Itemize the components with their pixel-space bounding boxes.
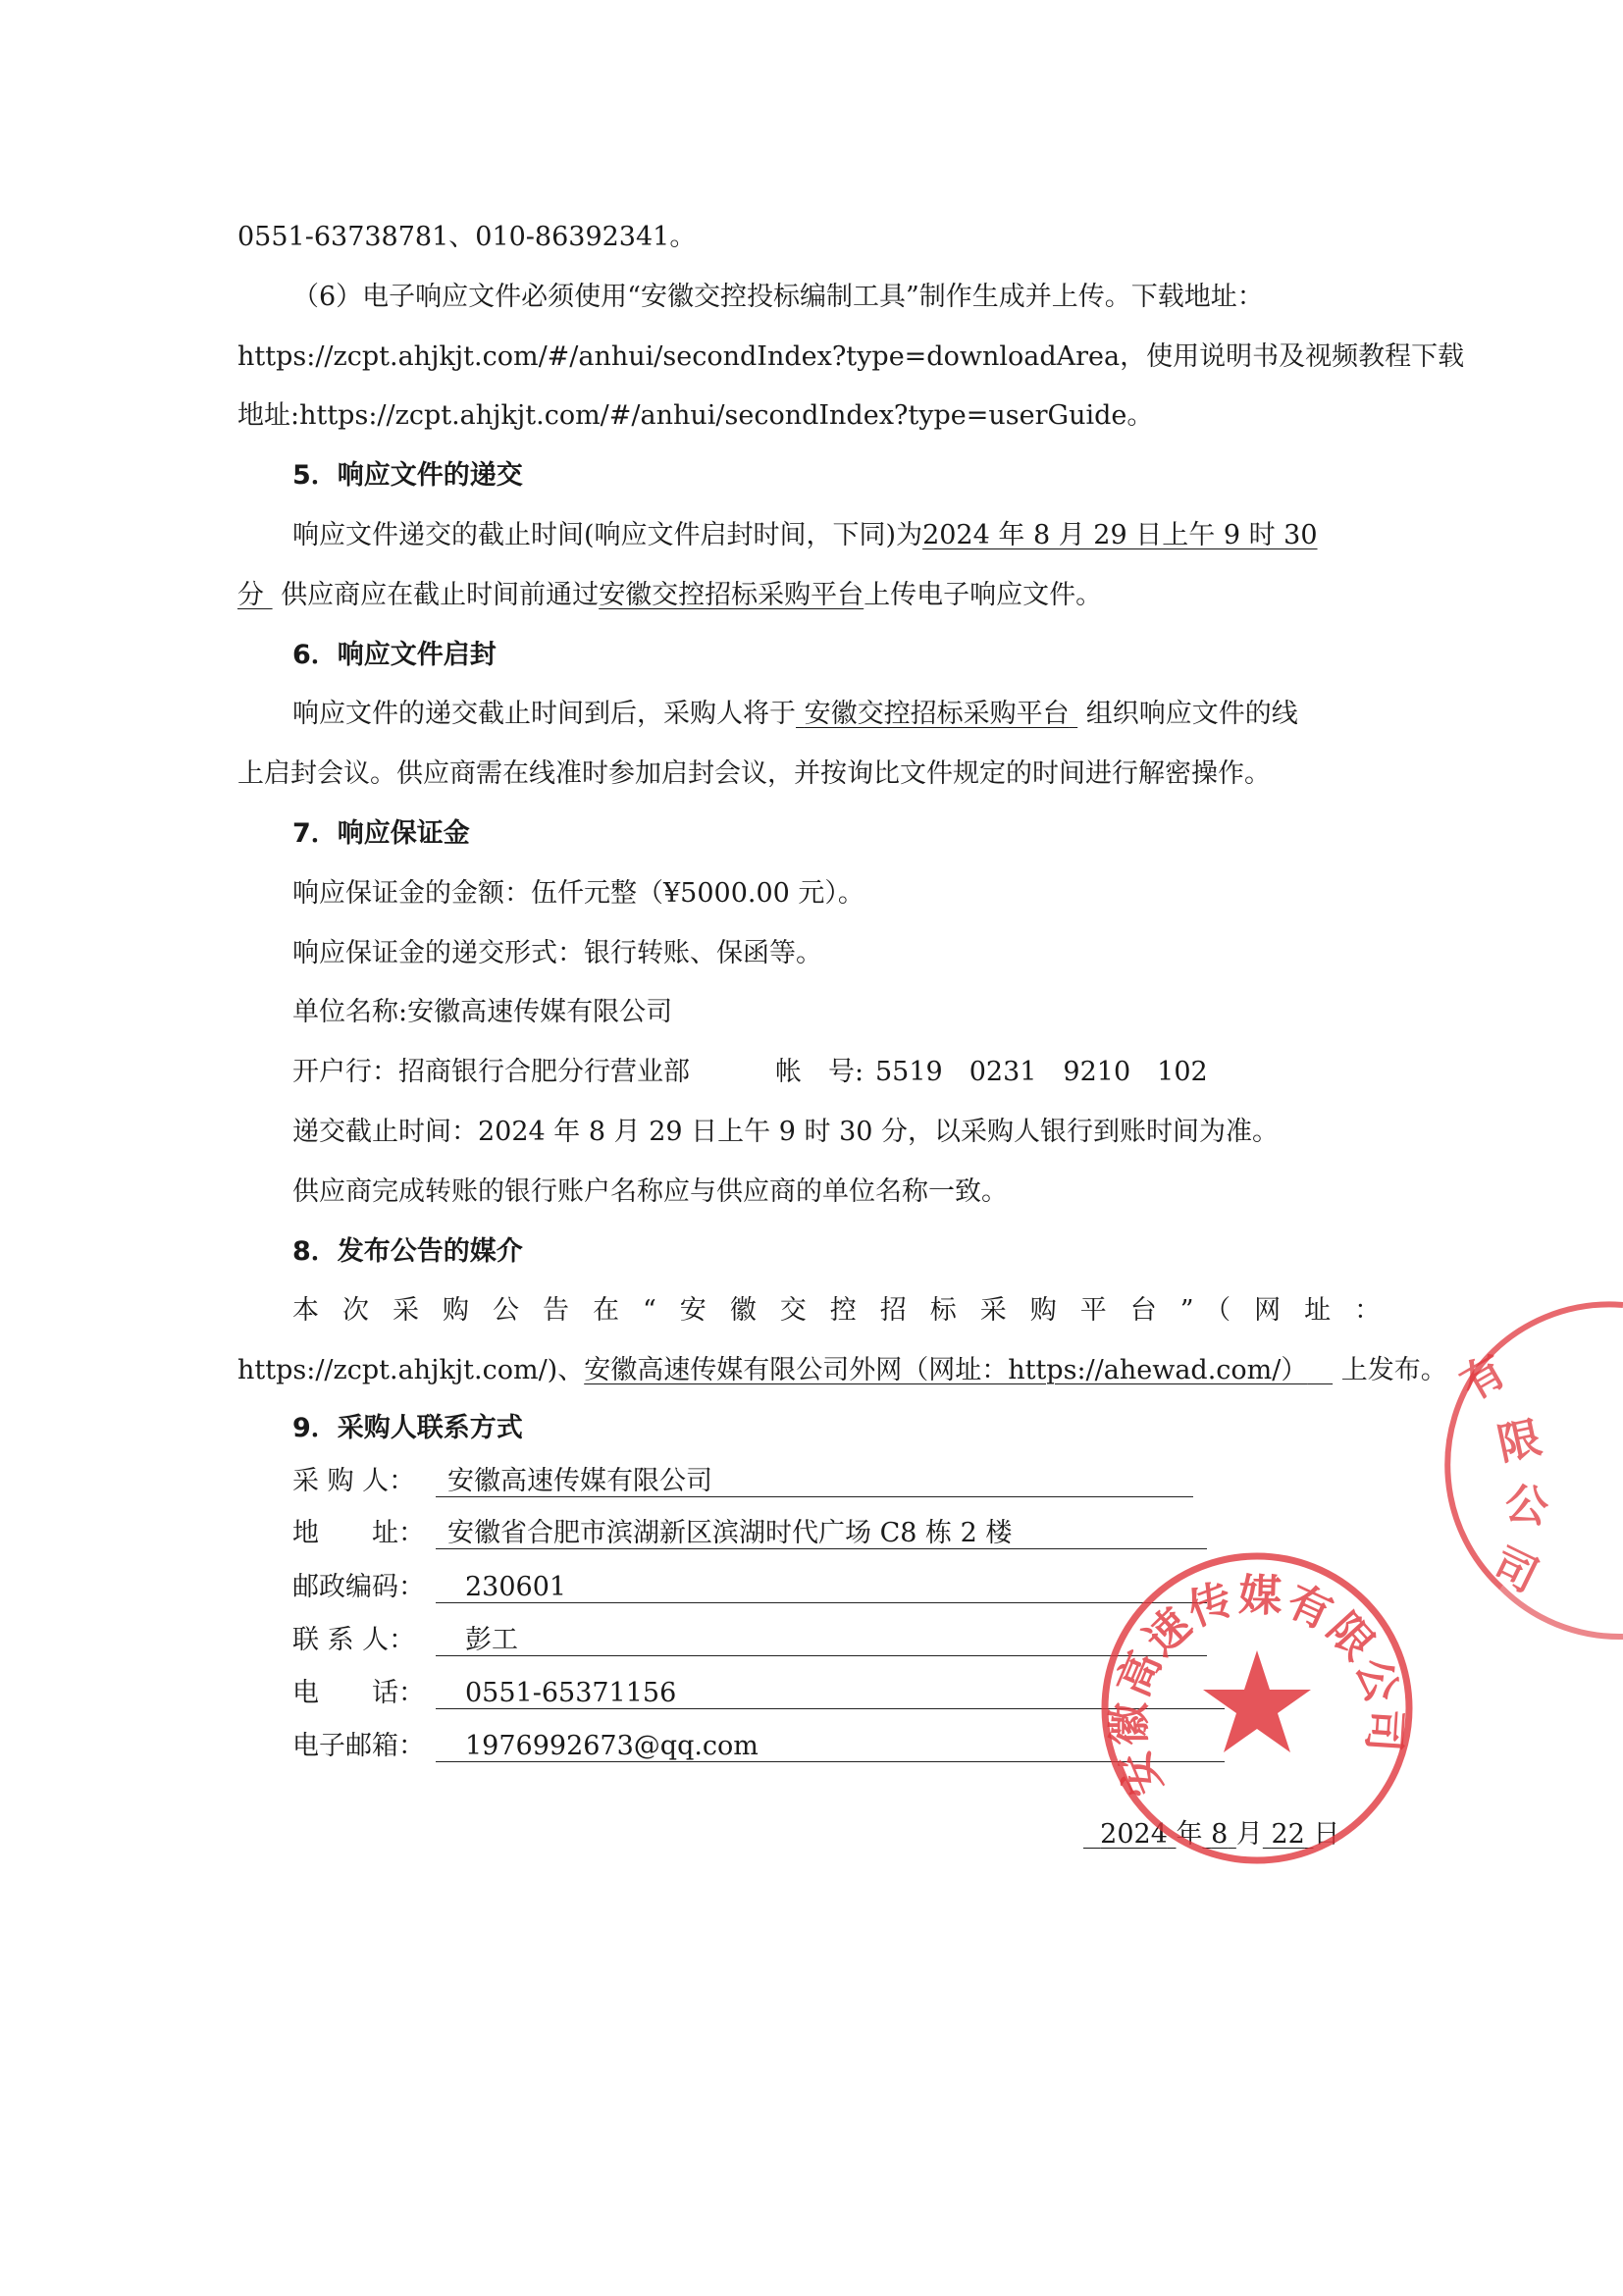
- account-number: 5519 0231 9210 102: [875, 1057, 1208, 1087]
- email-value: 1976992673@qq.com: [465, 1731, 759, 1761]
- contact-person-row: 联 系 人： 彭工: [292, 1621, 422, 1660]
- svg-text:安徽高速传媒有限公司: 安徽高速传媒有限公司: [1104, 1570, 1411, 1803]
- deposit-amount: 响应保证金的金额：伍仟元整（¥5000.00 元）。: [292, 878, 864, 909]
- section-7-heading: 7．响应保证金: [292, 818, 470, 849]
- section-6-line1: 响应文件的递交截止时间到后，采购人将于 安徽交控招标采购平台 组织响应文件的线: [292, 699, 1298, 729]
- deadline-date: 2024 年 8 月 29 日上午 9 时 30: [922, 520, 1318, 550]
- section-6-line2: 上启封会议。供应商需在线准时参加启封会议，并按询比文件规定的时间进行解密操作。: [237, 758, 1271, 789]
- svg-text:有: 有: [1452, 1345, 1515, 1411]
- section-8-line2: https://zcpt.ahjkjt.com/)、安徽高速传媒有限公司外网（网址：https://ahewad.com/） 上发布。: [237, 1355, 1447, 1385]
- section-8-line1: 本次采购公告在“安徽交控招标采购平台”（网址：: [292, 1295, 1405, 1326]
- section-6-heading: 6．响应文件启封: [292, 640, 497, 670]
- section-5-line1: 响应文件递交的截止时间(响应文件启封时间，下同)为2024 年 8 月 29 日上午 9 时 30: [292, 520, 1318, 550]
- phone-row: 电 话： 0551-65371156: [292, 1674, 422, 1713]
- section-5-line2: 分 供应商应在截止时间前通过安徽交控招标采购平台上传电子响应文件。: [237, 580, 1103, 610]
- deposit-note: 供应商完成转账的银行账户名称应与供应商的单位名称一致。: [292, 1176, 1008, 1207]
- item-6-line2: https://zcpt.ahjkjt.com/#/anhui/secondIndex?type=downloadArea，使用说明书及视频教程下载: [237, 341, 1465, 372]
- address-value: 安徽省合肥市滨湖新区滨湖时代广场 C8 栋 2 楼: [447, 1518, 1013, 1548]
- deposit-deadline: 递交截止时间：2024 年 8 月 29 日上午 9 时 30 分，以采购人银行到账时间为准。: [292, 1117, 1280, 1147]
- postcode-value: 230601: [465, 1572, 567, 1602]
- contact-person-value: 彭工: [465, 1625, 518, 1655]
- svg-text:限: 限: [1492, 1412, 1546, 1471]
- section-9-heading: 9．采购人联系方式: [292, 1413, 523, 1443]
- bank-info: 开户行：招商银行合肥分行营业部 帐 号: 5519 0231 9210 102: [292, 1053, 690, 1092]
- address-row: 地 址： 安徽省合肥市滨湖新区滨湖时代广场 C8 栋 2 楼: [292, 1514, 422, 1553]
- partial-company-seal: [1442, 1293, 1623, 1646]
- purchaser-row: 采 购 人： 安徽高速传媒有限公司: [292, 1462, 422, 1501]
- section-8-heading: 8．发布公告的媒介: [292, 1236, 523, 1267]
- purchaser-value: 安徽高速传媒有限公司: [447, 1466, 712, 1496]
- signature-date: 2024 年 8 月 22 日: [1100, 1819, 1340, 1850]
- item-6-line1: （6）电子响应文件必须使用“安徽交控投标编制工具”制作生成并上传。下载地址：: [292, 282, 1264, 312]
- postcode-row: 邮政编码： 230601: [292, 1568, 422, 1607]
- svg-text:司: 司: [1485, 1539, 1546, 1603]
- unit-name: 单位名称:安徽高速传媒有限公司: [292, 997, 673, 1027]
- email-row: 电子邮箱： 1976992673@qq.com: [292, 1727, 422, 1766]
- section-5-heading: 5．响应文件的递交: [292, 460, 523, 491]
- platform-name: 安徽交控招标采购平台: [599, 580, 864, 610]
- item-6-line3: 地址:https://zcpt.ahjkjt.com/#/anhui/secondIndex?type=userGuide。: [237, 400, 1154, 431]
- phone-continuation: 0551-63738781、010-86392341。: [237, 222, 697, 252]
- phone-value: 0551-65371156: [465, 1678, 677, 1708]
- account-label: 帐 号:: [775, 1057, 864, 1087]
- svg-text:公: 公: [1501, 1478, 1552, 1535]
- deposit-form: 响应保证金的递交形式：银行转账、保函等。: [292, 938, 822, 968]
- website-link: 安徽高速传媒有限公司外网（网址：https://ahewad.com/）: [584, 1355, 1308, 1385]
